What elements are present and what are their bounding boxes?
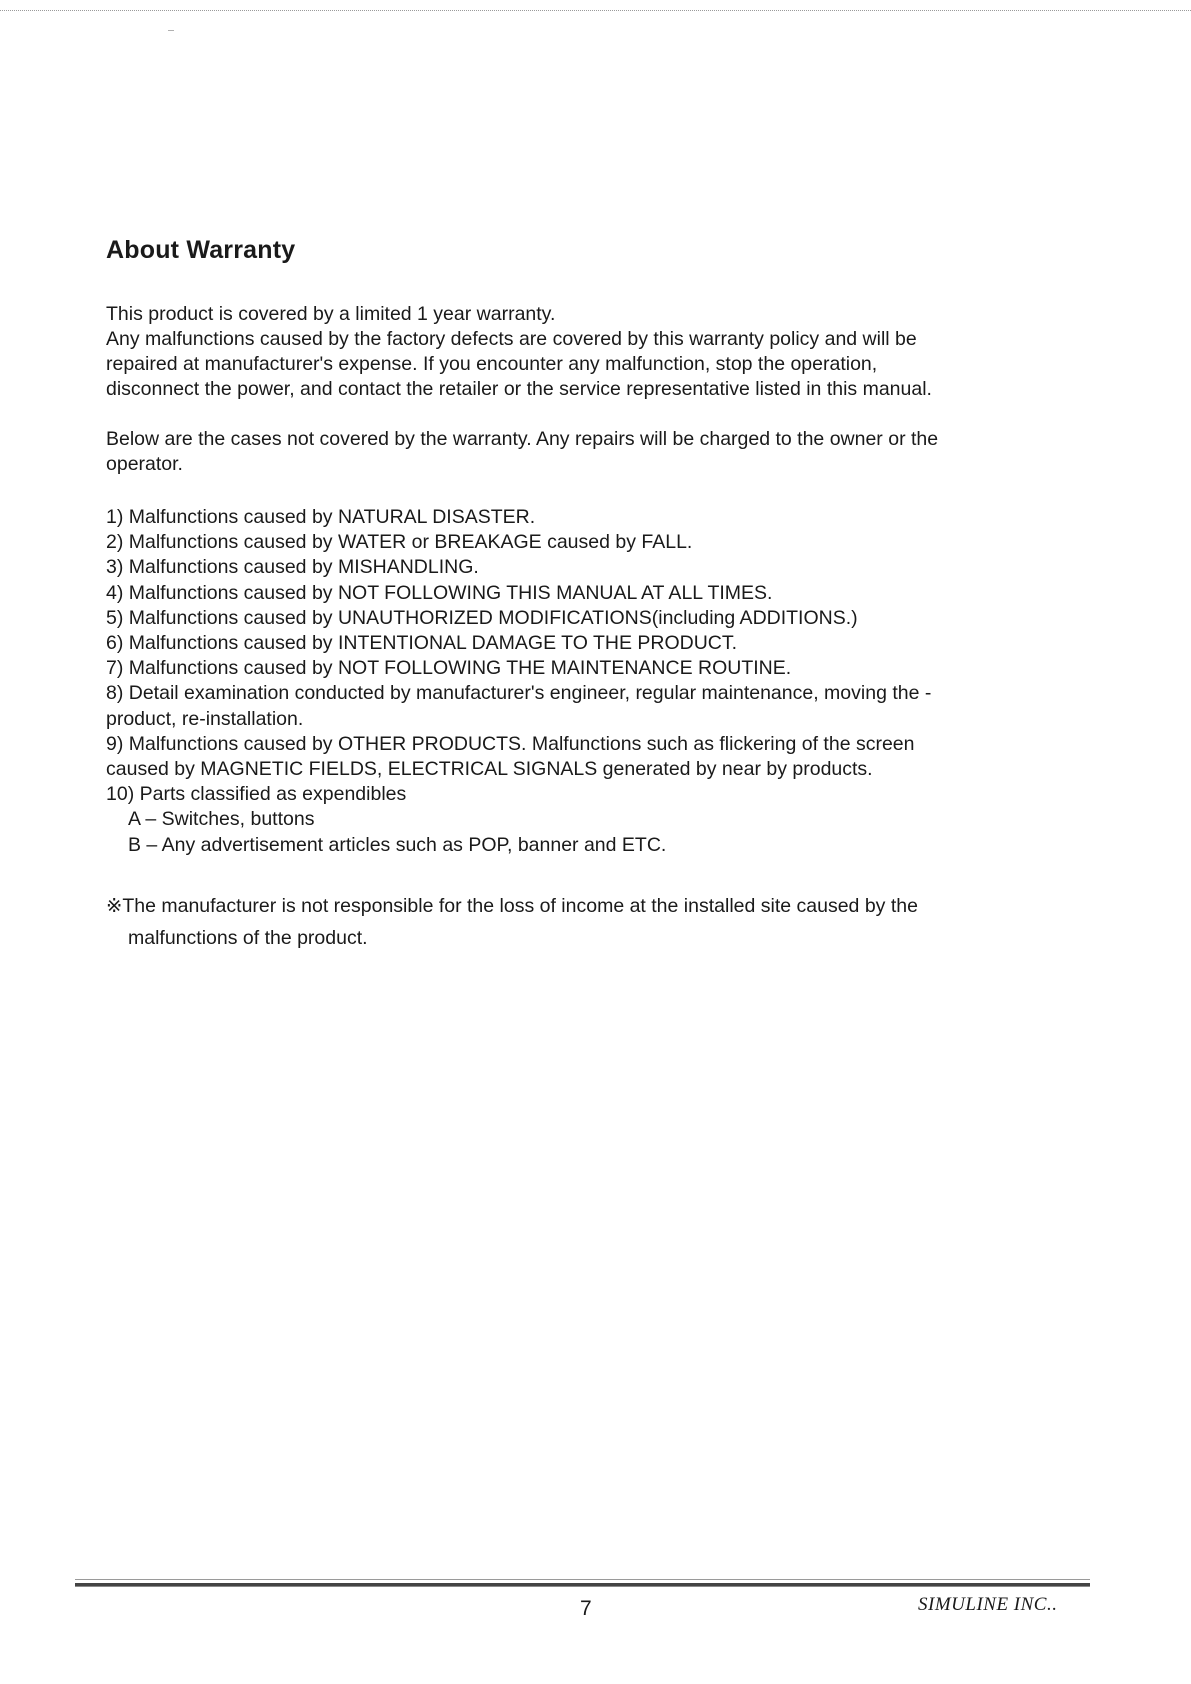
text-line: 10) Parts classified as expendibles [106,783,407,806]
list-item [106,555,1066,580]
list-item [106,782,1066,858]
text-line: repaired at manufacturer's expense. If you encounter any malfunction, stop the operation, [106,353,878,375]
note-line: malfunctions of the product. [128,927,368,949]
scan-mark [168,30,174,31]
list-item [106,681,1066,731]
sub-list-item: B – Any advertisement articles such as POP, banner and ETC. [128,833,667,856]
exclusions-list [106,505,1066,858]
expendibles-list [106,807,1066,857]
list-item [106,732,1066,782]
page-title: About Warranty [106,236,296,264]
text-line: 8) Detail examination conducted by manufacturer's engineer, regular maintenance, moving the - [106,682,932,705]
exclusions-intro-paragraph [106,427,1066,477]
list-item [106,631,1066,656]
text-line: 5) Malfunctions caused by UNAUTHORIZED MODIFICATIONS(including ADDITIONS.) [106,606,858,629]
text-line: product, re-installation. [106,707,304,730]
note-line: ※The manufacturer is not responsible for the loss of income at the installed site caused by the [106,895,918,917]
list-item [106,656,1066,681]
text-line: This product is covered by a limited 1 year warranty. [106,303,556,325]
liability-note [106,890,1066,954]
text-line: 4) Malfunctions caused by NOT FOLLOWING THIS MANUAL AT ALL TIMES. [106,581,773,604]
list-item [106,530,1066,555]
text-line: 9) Malfunctions caused by OTHER PRODUCTS. Malfunctions such as flickering of the screen [106,732,915,755]
text-line: 6) Malfunctions caused by INTENTIONAL DAMAGE TO THE PRODUCT. [106,632,738,655]
text-line: Any malfunctions caused by the factory defects are covered by this warranty policy and will be [106,328,917,350]
text-line: disconnect the power, and contact the retailer or the service representative listed in this manual. [106,378,932,400]
text-line: operator. [106,453,183,475]
top-border [0,10,1191,11]
sub-list-item: A – Switches, buttons [128,808,315,831]
list-item [106,606,1066,631]
footer-rule-thin [75,1579,1090,1580]
text-line: 7) Malfunctions caused by NOT FOLLOWING THE MAINTENANCE ROUTINE. [106,657,792,680]
text-line: 1) Malfunctions caused by NATURAL DISASTER. [106,506,536,528]
warranty-intro-paragraph [106,302,1066,402]
company-name: SIMULINE INC.. [918,1594,1058,1615]
text-line: caused by MAGNETIC FIELDS, ELECTRICAL SIGNALS generated by near by products. [106,758,873,781]
text-line: 2) Malfunctions caused by WATER or BREAKAGE caused by FALL. [106,531,693,554]
text-line: Below are the cases not covered by the warranty. Any repairs will be charged to the owner or the [106,428,939,450]
text-line: 3) Malfunctions caused by MISHANDLING. [106,556,479,579]
list-item [106,581,1066,606]
list-item [106,505,1066,530]
footer-rule [75,1583,1090,1587]
page-number: 7 [580,1597,592,1620]
